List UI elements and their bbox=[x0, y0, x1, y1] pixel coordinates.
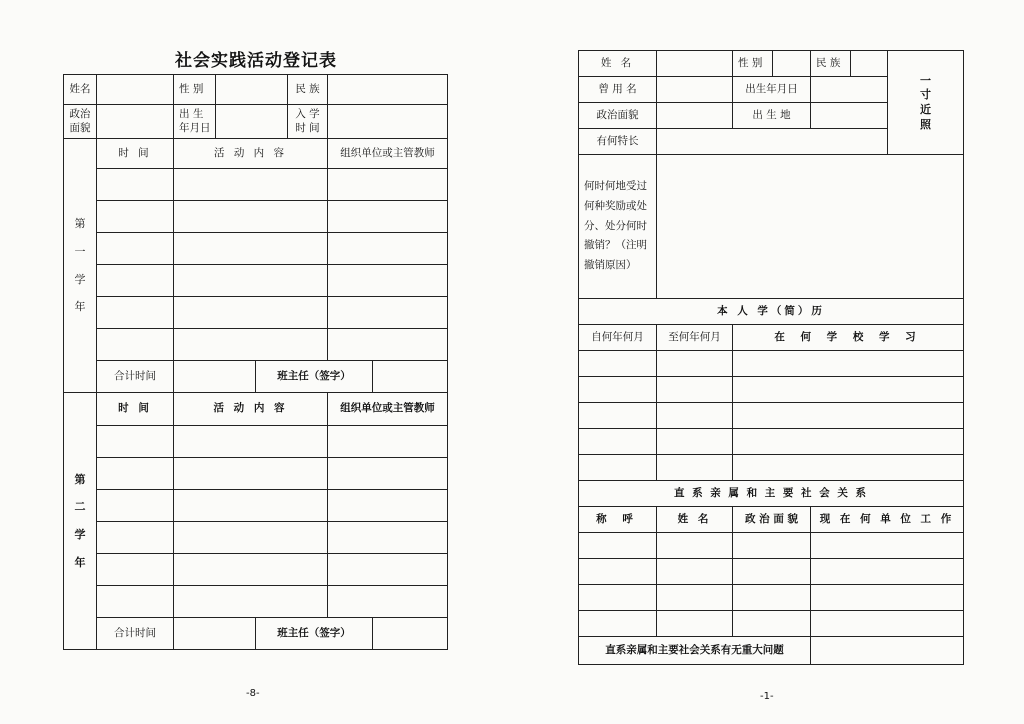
year1-teacher-field[interactable] bbox=[373, 361, 448, 393]
r-ethnicity-field[interactable] bbox=[851, 51, 888, 77]
ethnicity-field[interactable] bbox=[328, 75, 448, 105]
year2-row[interactable] bbox=[64, 522, 448, 554]
year2-col-content: 活 动 内 容 bbox=[174, 393, 328, 426]
r-ethnicity-label: 民 族 bbox=[811, 51, 851, 77]
year1-row[interactable] bbox=[64, 201, 448, 233]
resume-title: 本 人 学（简）历 bbox=[579, 299, 964, 325]
right-page-number: -1- bbox=[760, 691, 774, 702]
former-name-field[interactable] bbox=[657, 77, 733, 103]
gender-label: 性 别 bbox=[174, 75, 216, 105]
name-field[interactable] bbox=[97, 75, 174, 105]
r-name-field[interactable] bbox=[657, 51, 733, 77]
right-info-table bbox=[578, 50, 964, 299]
resume-to-col: 至何年何月 bbox=[657, 325, 733, 351]
left-form-table bbox=[63, 74, 448, 650]
year1-teacher-label: 班主任（签字） bbox=[256, 361, 373, 393]
relation-row[interactable] bbox=[579, 585, 964, 611]
year1-side-label: 第 一 学 年 bbox=[64, 139, 97, 393]
specialty-label: 有何特长 bbox=[579, 129, 657, 155]
relations-title: 直 系 亲 属 和 主 要 社 会 关 系 bbox=[579, 481, 964, 507]
relation-row[interactable] bbox=[579, 611, 964, 637]
year2-teacher-field[interactable] bbox=[373, 618, 448, 650]
issues-label: 直系亲属和主要社会关系有无重大问题 bbox=[579, 637, 811, 665]
year1-row[interactable] bbox=[64, 265, 448, 297]
gender-field[interactable] bbox=[216, 75, 288, 105]
r-political-label: 政治面貌 bbox=[579, 103, 657, 129]
year2-col-org: 组织单位或主管教师 bbox=[328, 393, 448, 426]
enroll-label: 入 学 时 间 bbox=[288, 105, 328, 139]
rel-name-col: 姓 名 bbox=[657, 507, 733, 533]
resume-row[interactable] bbox=[579, 403, 964, 429]
r-political-field[interactable] bbox=[657, 103, 733, 129]
resume-row[interactable] bbox=[579, 455, 964, 481]
year2-row[interactable] bbox=[64, 554, 448, 586]
r-name-label: 姓 名 bbox=[579, 51, 657, 77]
enroll-field[interactable] bbox=[328, 105, 448, 139]
relation-row[interactable] bbox=[579, 533, 964, 559]
year2-row[interactable] bbox=[64, 426, 448, 458]
rel-title-col: 称 呼 bbox=[579, 507, 657, 533]
name-label: 姓名 bbox=[64, 75, 97, 105]
year2-total-field[interactable] bbox=[174, 618, 256, 650]
awards-label: 何时何地受过 何种奖励或处 分、处分何时 撤销？（注明 撤销原因） bbox=[579, 155, 657, 299]
year2-side-label: 第 二 学 年 bbox=[64, 393, 97, 650]
year1-row[interactable] bbox=[64, 297, 448, 329]
year1-col-time: 时 间 bbox=[97, 139, 174, 169]
political-field[interactable] bbox=[97, 105, 174, 139]
issues-field[interactable] bbox=[811, 637, 964, 665]
birthplace-field[interactable] bbox=[811, 103, 888, 129]
specialty-field[interactable] bbox=[657, 129, 888, 155]
political-label: 政治 面貌 bbox=[64, 105, 97, 139]
year1-row[interactable] bbox=[64, 329, 448, 361]
year2-row[interactable] bbox=[64, 586, 448, 618]
resume-row[interactable] bbox=[579, 429, 964, 455]
r-birth-field[interactable] bbox=[811, 77, 888, 103]
year2-total-label: 合计时间 bbox=[97, 618, 174, 650]
photo-box[interactable]: 一 寸 近 照 bbox=[888, 51, 964, 155]
resume-from-col: 自何年何月 bbox=[579, 325, 657, 351]
r-birth-label: 出生年月日 bbox=[733, 77, 811, 103]
year2-row[interactable] bbox=[64, 490, 448, 522]
year1-col-content: 活 动 内 容 bbox=[174, 139, 328, 169]
former-name-label: 曾 用 名 bbox=[579, 77, 657, 103]
birth-label: 出 生 年月日 bbox=[174, 105, 216, 139]
year1-total-label: 合计时间 bbox=[97, 361, 174, 393]
resume-row[interactable] bbox=[579, 351, 964, 377]
year1-col-org: 组织单位或主管教师 bbox=[328, 139, 448, 169]
year1-row[interactable] bbox=[64, 233, 448, 265]
right-resume-table bbox=[578, 298, 964, 665]
rel-work-col: 现 在 何 单 位 工 作 bbox=[811, 507, 964, 533]
doc-title: 社会实践活动登记表 bbox=[175, 51, 337, 71]
year1-row[interactable] bbox=[64, 169, 448, 201]
left-page-number: -8- bbox=[246, 688, 260, 699]
rel-political-col: 政 治 面 貌 bbox=[733, 507, 811, 533]
relation-row[interactable] bbox=[579, 559, 964, 585]
year2-col-time: 时 间 bbox=[97, 393, 174, 426]
awards-field[interactable] bbox=[657, 155, 964, 299]
birth-field[interactable] bbox=[216, 105, 288, 139]
year2-row[interactable] bbox=[64, 458, 448, 490]
year2-teacher-label: 班主任（签字） bbox=[256, 618, 373, 650]
resume-school-col: 在 何 学 校 学 习 bbox=[733, 325, 964, 351]
ethnicity-label: 民 族 bbox=[288, 75, 328, 105]
birthplace-label: 出 生 地 bbox=[733, 103, 811, 129]
resume-row[interactable] bbox=[579, 377, 964, 403]
year1-total-field[interactable] bbox=[174, 361, 256, 393]
r-gender-label: 性 别 bbox=[733, 51, 773, 77]
r-gender-field[interactable] bbox=[773, 51, 811, 77]
